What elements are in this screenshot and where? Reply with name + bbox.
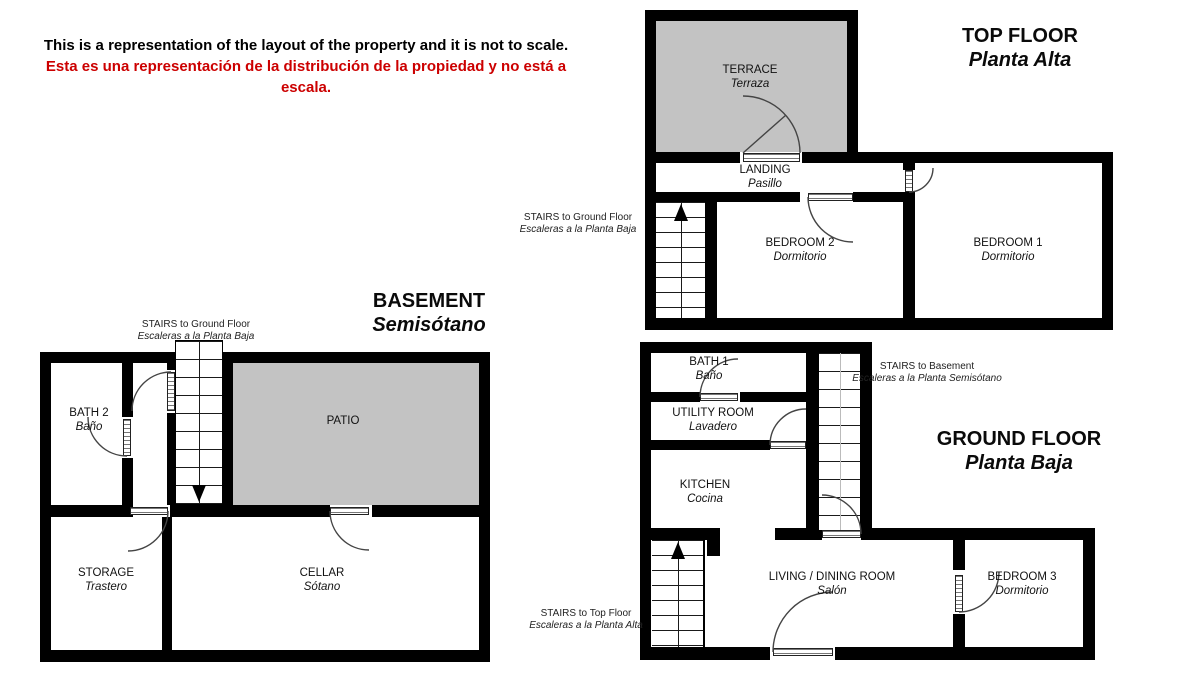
stairs-up-arrow-icon — [674, 204, 688, 221]
bath1-label: BATH 1 Baño — [689, 356, 729, 382]
stairs-to-basement-label: STAIRS to Basement Escaleras a la Planta Semisótano — [852, 361, 1002, 384]
wall — [705, 192, 717, 318]
door-arc-utility — [770, 409, 806, 445]
door-bath1 — [700, 393, 738, 401]
wall — [223, 352, 490, 363]
wall — [953, 528, 965, 570]
wall — [861, 528, 1095, 540]
storage-label: STORAGE Trastero — [77, 567, 135, 593]
door-bath2 — [123, 419, 131, 456]
door-arc-entrance — [773, 592, 833, 652]
basement-title: BASEMENT Semisótano — [372, 290, 486, 336]
stairs-top-floor — [656, 202, 705, 318]
patio-label: PATIO — [326, 415, 360, 427]
wall — [40, 505, 127, 517]
wall — [740, 392, 806, 402]
door-basement-stairwell — [822, 530, 861, 538]
cellar-label: CELLAR Sótano — [299, 567, 345, 593]
wall — [40, 352, 170, 363]
wall — [847, 10, 858, 163]
door-basement-stairs — [167, 372, 175, 411]
disclaimer-spanish: Esta es una representación de la distribución de la propiedad y no está a escala. — [45, 58, 567, 96]
kitchen-label: KITCHEN Cocina — [679, 479, 731, 505]
wall — [167, 413, 175, 505]
stairs-to-ground-floor-label-basement: STAIRS to Ground Floor Escaleras a la Planta Baja — [137, 319, 255, 342]
wall — [953, 614, 965, 647]
utility-room-label: UTILITY ROOM Lavadero — [672, 407, 754, 433]
stairs-to-top-floor-label: STAIRS to Top Floor Escaleras a la Planta Alta — [529, 608, 643, 631]
door-storage — [130, 507, 168, 515]
ground-floor-title: GROUND FLOOR Planta Baja — [936, 428, 1102, 474]
wall — [645, 10, 656, 330]
living-dining-label: LIVING / DINING ROOM Salón — [768, 571, 896, 597]
wall — [650, 392, 700, 402]
door-utility — [770, 441, 806, 449]
wall — [650, 528, 707, 540]
bedroom1-label: BEDROOM 1 Dormitorio — [973, 237, 1043, 263]
wall — [775, 528, 822, 540]
wall — [645, 192, 800, 202]
patio-floor-area — [233, 363, 479, 505]
terrace-label: TERRACE Terraza — [722, 64, 778, 90]
stairs-down-arrow-icon — [192, 485, 206, 502]
wall — [40, 650, 490, 662]
wall — [1083, 528, 1095, 660]
wall — [802, 152, 1113, 163]
stairs-ground-to-top — [652, 540, 705, 647]
stairs-to-ground-floor-label-top: STAIRS to Ground Floor Escaleras a la Planta Baja — [519, 212, 637, 235]
top-floor-title: TOP FLOOR Planta Alta — [962, 25, 1078, 71]
wall — [645, 152, 740, 163]
wall — [1102, 152, 1113, 330]
wall — [835, 647, 1095, 660]
wall — [372, 505, 490, 517]
door-terrace — [743, 153, 800, 162]
wall — [650, 440, 770, 450]
bedroom2-label: BEDROOM 2 Dormitorio — [765, 237, 835, 263]
wall — [806, 353, 819, 538]
stairs-basement — [175, 340, 223, 505]
wall — [903, 192, 915, 318]
bath2-label: BATH 2 Baño — [69, 407, 109, 433]
landing-label: LANDING Pasillo — [739, 164, 791, 190]
wall — [167, 352, 175, 370]
wall — [170, 505, 330, 517]
wall — [162, 517, 172, 650]
disclaimer — [28, 35, 584, 98]
door-bedroom1 — [905, 170, 913, 192]
wall — [122, 352, 133, 417]
wall — [707, 528, 720, 556]
door-bedroom2 — [808, 193, 853, 201]
wall — [903, 163, 915, 170]
door-arc-basement-stairs — [132, 372, 171, 411]
stair-rail — [840, 353, 841, 530]
wall — [645, 10, 858, 21]
door-cellar — [330, 507, 369, 515]
wall — [640, 342, 872, 353]
bedroom3-label: BEDROOM 3 Dormitorio — [987, 571, 1057, 597]
wall — [640, 647, 770, 660]
disclaimer-english: This is a representation of the layout of the property and it is not to scale. — [43, 37, 569, 54]
stair-rail — [199, 341, 200, 504]
door-arc-cellar — [330, 511, 369, 550]
wall — [645, 318, 1113, 330]
door-entrance — [773, 648, 833, 656]
wall — [223, 352, 233, 505]
door-bedroom3 — [955, 575, 963, 612]
stairs-up-arrow-icon — [671, 542, 685, 559]
